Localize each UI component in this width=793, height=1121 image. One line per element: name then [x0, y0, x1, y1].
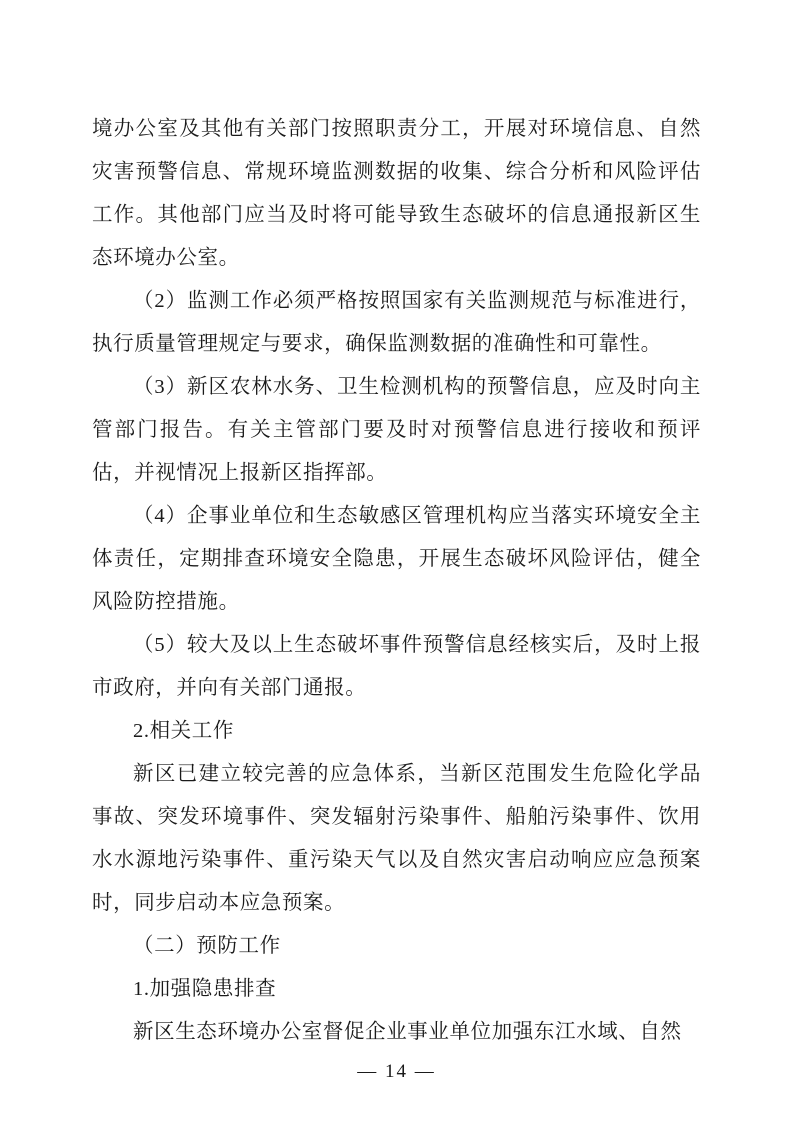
section-heading: 2.相关工作 — [133, 720, 234, 742]
section-heading: （二）预防工作 — [133, 935, 281, 957]
section-heading: 1.加强隐患排查 — [133, 978, 277, 1000]
paragraph: （5）较大及以上生态破坏事件预警信息经核实后，及时上报市政府，并向有关部门通报。 — [92, 634, 701, 699]
paragraph: 新区已建立较完善的应急体系，当新区范围发生危险化学品事故、突发环境事件、突发辐射污染事件、船舶污染事件、饮用水水源地污染事件、重污染天气以及自然灾害启动响应应急预案时，同步启动本应急预案。 — [92, 763, 701, 914]
paragraph: （4）企事业单位和生态敏感区管理机构应当落实环境安全主体责任，定期排查环境安全隐患，开展生态破坏风险评估，健全风险防控措施。 — [92, 505, 701, 613]
paragraph: （2）监测工作必须严格按照国家有关监测规范与标准进行，执行质量管理规定与要求，确保监测数据的准确性和可靠性。 — [92, 290, 701, 355]
page-number: — 14 — — [357, 1061, 436, 1082]
paragraph: 新区生态环境办公室督促企业事业单位加强东江水域、自然 — [133, 1021, 682, 1043]
paragraph: （3）新区农林水务、卫生检测机构的预警信息，应及时向主管部门报告。有关主管部门要及时对预警信息进行接收和预评估，并视情况上报新区指挥部。 — [92, 376, 701, 484]
paragraph: 境办公室及其他有关部门按照职责分工，开展对环境信息、自然灾害预警信息、常规环境监测数据的收集、综合分析和风险评估工作。其他部门应当及时将可能导致生态破坏的信息通报新区生态环境办公室。 — [92, 118, 701, 269]
document-body — [92, 108, 701, 1054]
